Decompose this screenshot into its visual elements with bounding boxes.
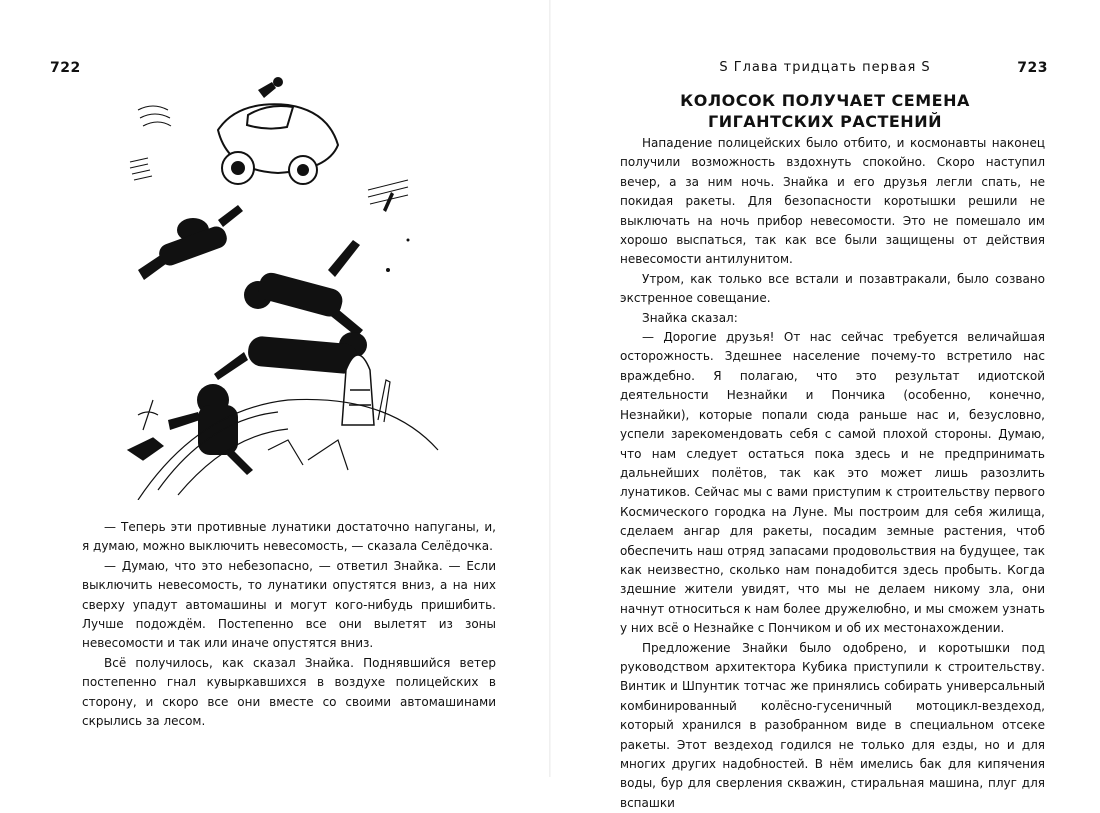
paragraph: Нападение полицейских было отбито, и космонавты наконец получили возможность вздохнуть спокойно. Скоро наступил вечер, а за ним ночь. Знайка и его друзья легли спать, не покидая ракеты. Для безопасности коротышки решили не выключать на ночь прибор невесомости. Это не помешало им хорошо выспаться, так как все были защищены от действия невесомости антилунитом.: [620, 136, 1045, 267]
left-page-text: [82, 518, 496, 731]
right-page: [550, 0, 1100, 810]
chapter-title-line-1: КОЛОСОК ПОЛУЧАЕТ СЕМЕНА: [680, 91, 970, 110]
paragraph: Предложение Знайки было одобрено, и коротышки под руководством архитектора Кубика приступили к строительству. Винтик и Шпунтик тотчас же принялись собирать универсальный комбинированный колёсно-гусеничный мотоцикл-вездеход, который хранился в разобранном виде в специальном отсеке ракеты. Этот вездеход годился не только для езды, но и для многих других надобностей. В нём имелись бак для кипячения воды, бур для сверления скважин, стиральная машина, плуг для вспашки: [620, 640, 1045, 810]
paragraph: — Теперь эти противные лунатики достаточно напуганы, и, я думаю, можно выключить невесомость, — сказала Селёдочка.: [82, 520, 496, 554]
chapter-title-line-2: ГИГАНТСКИХ РАСТЕНИЙ: [708, 112, 942, 131]
left-page: [0, 0, 550, 777]
paragraph: Знайка сказал:: [642, 310, 738, 325]
paragraph: Утром, как только все встали и позавтракали, было созвано экстренное совещание.: [620, 271, 1045, 306]
page-number-left: 722: [50, 60, 81, 76]
chapter-title: [610, 90, 1040, 132]
paragraph: — Дорогие друзья! От нас сейчас требуется величайшая осторожность. Здешнее население почему-то встретило нас враждебно. Я полагаю, что это результат идиотской деятельности Незнайки и Пончика (особенно, конечно, Незнайки), которые попали сюда раньше нас и, безусловно, успели зарекомендовать себя с самой плохой стороны. Думаю, что нам следует остаться пока здесь и не предпринимать дальнейших полётов, так как это может лишь разозлить лунатиков. Сейчас мы с вами приступим к строительству первого Космического городка на Луне. Мы построим для себя жилища, сделаем ангар для ракеты, посадим земные растения, чтоб обеспечить наш отряд запасами продовольствия на будущее, так как неизвестно, сколько нам понадобится здесь пробыть. Когда здешние жители увидят, что мы не делаем никому зла, они начнут относиться к нам более дружелюбно, и мы сможем узнать у них всё о Незнайке с Пончиком и об их местонахождении.: [620, 330, 1045, 636]
paragraph: Всё получилось, как сказал Знайка. Поднявшийся ветер постепенно гнал кувыркавшихся в воздухе полицейских в сторону, и скоро все они вместе со своими автомашинами скрылись за лесом.: [82, 655, 496, 729]
paragraph: — Думаю, что это небезопасно, — ответил Знайка. — Если выключить невесомость, то лунатики опустятся вниз, а на них сверху упадут автомашины и могут кого-нибудь пришибить. Лучше подождём. Постепенно все они вылетят из зоны невесомости и так или иначе опустятся вниз.: [82, 558, 496, 651]
illustration-falling-policemen: [118, 70, 448, 500]
right-page-text: [620, 134, 1045, 813]
page-number-right: 723: [1017, 60, 1048, 76]
running-head: S Глава тридцать первая S: [719, 60, 931, 75]
